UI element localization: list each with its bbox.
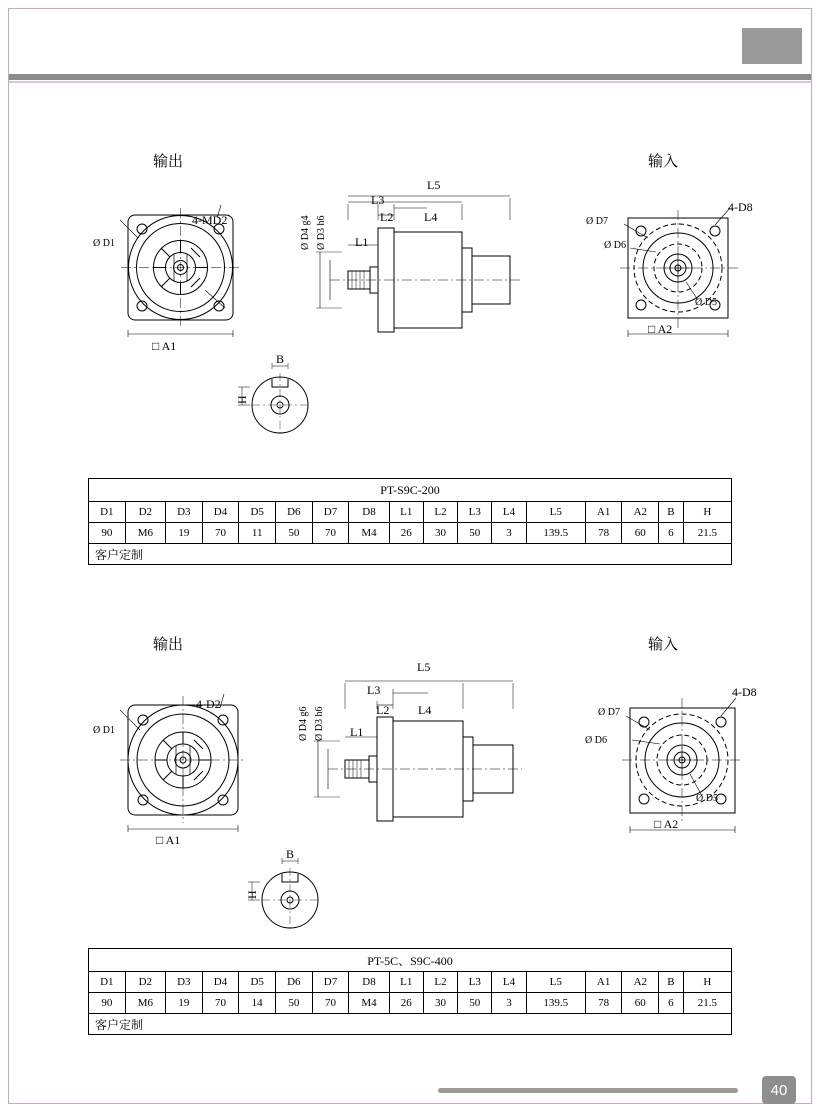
table-title: PT-S9C-200 (89, 479, 732, 502)
rear-D7-1: Ø D7 (586, 216, 608, 227)
front-square-2: □ A1 (156, 833, 181, 847)
key-section-view-1 (230, 355, 350, 455)
side-L3-2: L3 (367, 683, 381, 697)
table-header-row (89, 972, 732, 993)
table-cell: 3 (492, 993, 526, 1014)
table-cell: 30 (423, 993, 457, 1014)
front-diameter-1: Ø D1 (93, 238, 115, 249)
table-cell: 139.5 (526, 993, 585, 1014)
table-header-cell: D7 (312, 502, 349, 523)
table-cell: 26 (389, 523, 423, 544)
table-note: 客户定制 (89, 544, 732, 565)
footer-rule (438, 1088, 738, 1093)
table-cell: 70 (202, 993, 239, 1014)
table-header-cell: D6 (276, 972, 313, 993)
table-cell: 60 (622, 993, 659, 1014)
side-L1-2: L1 (350, 725, 364, 739)
spec-table-1 (88, 478, 732, 565)
table-header-cell: L1 (389, 502, 423, 523)
table-cell: 6 (659, 523, 684, 544)
table-title-row (89, 479, 732, 502)
table-cell: 14 (239, 993, 276, 1014)
table-note: 客户定制 (89, 1014, 732, 1035)
key-H-1: H (235, 395, 249, 404)
table-cell: 3 (492, 523, 526, 544)
table-cell: 30 (423, 523, 457, 544)
rear-view-2 (590, 680, 790, 890)
key-section-view-2 (240, 850, 360, 950)
table-cell: 78 (585, 523, 622, 544)
table-header-cell: L4 (492, 972, 526, 993)
table-cell: 70 (202, 523, 239, 544)
side-L4-1: L4 (424, 210, 438, 224)
table-header-cell: L5 (526, 972, 585, 993)
table-header-cell: D6 (276, 502, 313, 523)
table-header-cell: B (659, 502, 684, 523)
table-cell: 19 (165, 523, 202, 544)
rear-D5-2: Ø D5 (696, 793, 718, 804)
side-D4-2: Ø D4 g6 (298, 706, 309, 741)
side-L3-1: L3 (371, 193, 385, 207)
table-header-cell: H (683, 972, 731, 993)
rear-square-2: □ A2 (654, 817, 679, 831)
table-header-cell: L2 (423, 972, 457, 993)
table-title: PT-5C、S9C-400 (89, 949, 732, 972)
table-header-cell: L3 (458, 972, 492, 993)
front-bolt-callout-2: 4-D2 (196, 697, 221, 711)
side-L5-2: L5 (417, 660, 431, 674)
table-header-cell: L2 (423, 502, 457, 523)
key-H-2: H (245, 890, 259, 899)
table-title-row (89, 949, 732, 972)
table-header-cell: D7 (312, 972, 349, 993)
table-header-cell: D4 (202, 972, 239, 993)
rear-bolt-callout-2: 4-D8 (732, 685, 757, 699)
rear-square-1: □ A2 (648, 322, 673, 336)
table-cell: 26 (389, 993, 423, 1014)
input-label-1: 输入 (648, 152, 679, 170)
table-cell: 70 (312, 993, 349, 1014)
table-header-cell: D5 (239, 502, 276, 523)
table-cell: 60 (622, 523, 659, 544)
table-header-cell: A1 (585, 972, 622, 993)
rear-D6-2: Ø D6 (585, 735, 607, 746)
front-bolt-callout-1: 4-MD2 (192, 213, 228, 227)
page-number: 40 (762, 1076, 796, 1104)
table-header-cell: L1 (389, 972, 423, 993)
table-header-cell: D8 (349, 972, 389, 993)
table-note-row (89, 1014, 732, 1035)
table-header-cell: D8 (349, 502, 389, 523)
table-cell: M6 (125, 523, 165, 544)
table-cell: 19 (165, 993, 202, 1014)
output-label-2: 输出 (153, 635, 184, 653)
side-L2-2: L2 (376, 703, 390, 717)
table-cell: 90 (89, 993, 126, 1014)
header-rule-thin (9, 81, 811, 83)
table-header-row (89, 502, 732, 523)
header-rule (9, 74, 811, 80)
table-header-cell: D4 (202, 502, 239, 523)
table-header-cell: B (659, 972, 684, 993)
drawing-section-2 (0, 625, 820, 945)
table-cell: M4 (349, 523, 389, 544)
output-label-1: 输出 (153, 152, 184, 170)
side-L1-1: L1 (355, 235, 369, 249)
table-cell: 50 (276, 523, 313, 544)
table-header-cell: D2 (125, 502, 165, 523)
table-header-cell: D3 (165, 502, 202, 523)
side-L4-2: L4 (418, 703, 432, 717)
input-label-2: 输入 (648, 635, 679, 653)
side-L5-1: L5 (427, 178, 441, 192)
table-header-cell: A2 (622, 972, 659, 993)
table-header-cell: D5 (239, 972, 276, 993)
key-B-1: B (276, 352, 285, 366)
table-cell: 78 (585, 993, 622, 1014)
table-header-cell: A2 (622, 502, 659, 523)
table-header-cell: H (683, 502, 731, 523)
table-header-cell: D2 (125, 972, 165, 993)
side-D4-1: Ø D4 g4 (300, 215, 311, 250)
rear-D7-2: Ø D7 (598, 707, 620, 718)
table-note-row (89, 544, 732, 565)
side-L2-1: L2 (380, 210, 394, 224)
front-diameter-2: Ø D1 (93, 725, 115, 736)
table-cell: 21.5 (683, 993, 731, 1014)
table-cell: 50 (458, 523, 492, 544)
side-D3-2: Ø D3 h6 (314, 706, 325, 741)
table-cell: 90 (89, 523, 126, 544)
key-B-2: B (286, 847, 295, 861)
rear-view-1 (590, 190, 790, 390)
table-cell: 6 (659, 993, 684, 1014)
table-cell: M4 (349, 993, 389, 1014)
rear-D6-1: Ø D6 (604, 240, 626, 251)
table-header-cell: A1 (585, 502, 622, 523)
table-cell: 139.5 (526, 523, 585, 544)
header-tab (742, 28, 802, 64)
table-header-cell: D1 (89, 972, 126, 993)
table-cell: 70 (312, 523, 349, 544)
table-header-cell: L4 (492, 502, 526, 523)
table-header-cell: D3 (165, 972, 202, 993)
side-D3-1: Ø D3 h6 (316, 215, 327, 250)
table-cell: 50 (458, 993, 492, 1014)
table-cell: 50 (276, 993, 313, 1014)
table-row (89, 993, 732, 1014)
table-header-cell: L5 (526, 502, 585, 523)
drawing-section-1 (0, 140, 820, 460)
rear-bolt-callout-1: 4-D8 (728, 200, 753, 214)
front-square-1: □ A1 (152, 339, 177, 353)
table-cell: 11 (239, 523, 276, 544)
rear-D5-1: Ø D5 (695, 297, 717, 308)
table-row (89, 523, 732, 544)
table-header-cell: L3 (458, 502, 492, 523)
table-header-cell: D1 (89, 502, 126, 523)
table-cell: 21.5 (683, 523, 731, 544)
spec-table-2 (88, 948, 732, 1035)
table-cell: M6 (125, 993, 165, 1014)
